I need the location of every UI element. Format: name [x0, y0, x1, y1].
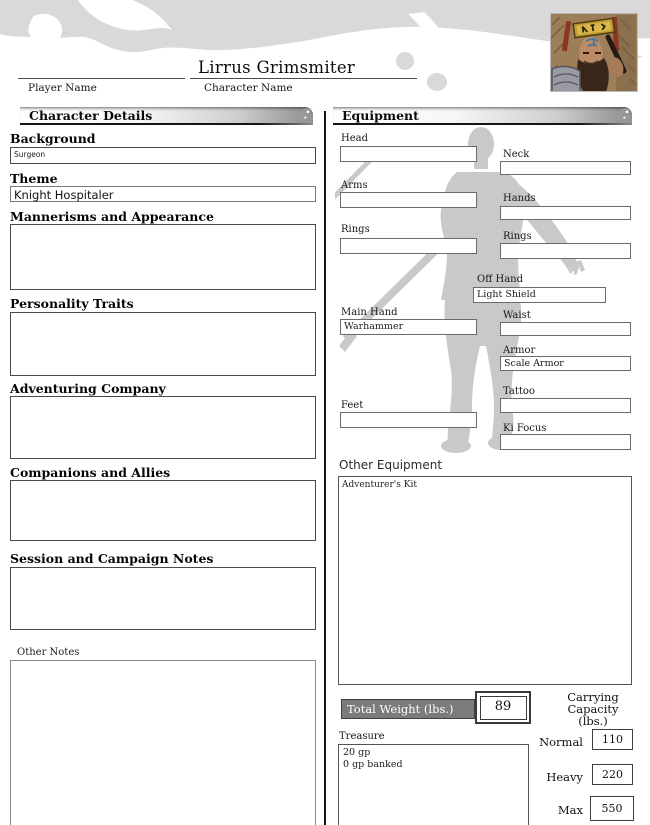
other-notes-value	[11, 661, 315, 663]
capacity-max-value: 550	[601, 802, 623, 815]
equipment-section-header	[333, 107, 632, 123]
character-portrait	[550, 13, 638, 92]
off-hand-slot-field[interactable]	[473, 287, 606, 303]
ki-focus-slot-label: Ki Focus	[503, 423, 547, 434]
mannerisms-label: Mannerisms and Appearance	[10, 209, 315, 226]
waist-slot-label: Waist	[503, 310, 531, 321]
neck-slot-label: Neck	[503, 149, 530, 160]
arms-slot-label: Arms	[341, 180, 368, 191]
personality-traits-field[interactable]	[10, 312, 316, 376]
waist-slot-field[interactable]	[500, 322, 631, 336]
total-weight-label: Total Weight (lbs.)	[347, 702, 454, 716]
capacity-normal-field[interactable]	[592, 729, 633, 750]
capacity-max-label: Max	[557, 803, 583, 817]
character-details-title: Character Details	[29, 108, 153, 123]
other-equipment-value: Adventurer's Kit	[342, 480, 417, 490]
main-hand-slot-field[interactable]	[340, 319, 477, 335]
capacity-max-field[interactable]	[590, 796, 634, 821]
treasure-line-2: 0 gp banked	[343, 759, 403, 770]
ki-focus-slot-field[interactable]	[500, 434, 631, 450]
other-notes-field[interactable]	[10, 660, 316, 825]
session-campaign-notes-value	[11, 568, 315, 570]
character-details-section-header	[20, 107, 313, 123]
main-hand-slot-label: Main Hand	[341, 307, 398, 318]
character-name-value: Lirrus Grimsmiter	[198, 58, 356, 77]
capacity-normal-value: 110	[602, 733, 623, 746]
character-details-underline	[20, 123, 313, 125]
personality-traits-label: Personality Traits	[10, 296, 315, 313]
player-name-line[interactable]	[18, 78, 185, 79]
off-hand-slot-label: Off Hand	[477, 274, 524, 285]
adventuring-company-value	[11, 397, 315, 399]
rings-right-slot-field[interactable]	[500, 243, 631, 259]
other-equipment-label: Other Equipment	[339, 458, 443, 472]
armor-slot-value: Scale Armor	[504, 358, 564, 369]
theme-field[interactable]	[10, 186, 316, 202]
character-name-line[interactable]	[190, 78, 417, 79]
total-weight-bar	[341, 699, 475, 719]
feet-slot-label: Feet	[341, 400, 364, 411]
column-divider	[324, 111, 326, 825]
section-curl-icon	[615, 107, 631, 122]
hands-slot-label: Hands	[503, 193, 536, 204]
other-equipment-field[interactable]	[338, 476, 632, 685]
equipment-title: Equipment	[342, 108, 419, 123]
hands-slot-field[interactable]	[500, 206, 631, 220]
personality-traits-value	[11, 313, 315, 315]
character-name-label: Character Name	[204, 82, 293, 94]
mannerisms-value	[11, 225, 315, 227]
carrying-capacity-label: Carrying Capacity	[567, 690, 619, 716]
main-hand-slot-value: Warhammer	[344, 321, 404, 332]
rings-right-slot-label: Rings	[503, 231, 532, 242]
head-slot-field[interactable]	[340, 146, 477, 162]
background-field[interactable]	[10, 147, 316, 164]
treasure-line-1: 20 gp	[343, 747, 371, 758]
treasure-label: Treasure	[339, 731, 385, 742]
theme-label: Theme	[10, 171, 315, 188]
rings-left-slot-label: Rings	[341, 224, 370, 235]
theme-value: Knight Hospitaler	[14, 188, 114, 202]
carrying-capacity-header	[541, 691, 645, 727]
companions-allies-field[interactable]	[10, 480, 316, 541]
background-label: Background	[10, 131, 315, 148]
capacity-heavy-field[interactable]	[592, 764, 633, 785]
head-slot-label: Head	[341, 133, 369, 144]
armor-slot-field[interactable]	[500, 356, 631, 371]
capacity-heavy-label: Heavy	[546, 770, 583, 784]
other-notes-label: Other Notes	[17, 647, 80, 658]
off-hand-slot-value: Light Shield	[477, 289, 536, 300]
armor-slot-label: Armor	[503, 345, 536, 356]
feet-slot-field[interactable]	[340, 412, 477, 428]
capacity-normal-label: Normal	[539, 735, 583, 749]
adventuring-company-label: Adventuring Company	[10, 381, 315, 398]
player-name-label: Player Name	[28, 82, 97, 94]
adventuring-company-field[interactable]	[10, 396, 316, 459]
tattoo-slot-label: Tattoo	[503, 386, 535, 397]
tattoo-slot-field[interactable]	[500, 398, 631, 413]
session-campaign-notes-label: Session and Campaign Notes	[10, 551, 315, 568]
arms-slot-field[interactable]	[340, 192, 477, 208]
capacity-heavy-value: 220	[602, 768, 623, 781]
treasure-field[interactable]	[338, 744, 529, 825]
session-campaign-notes-field[interactable]	[10, 567, 316, 630]
rings-left-slot-field[interactable]	[340, 238, 477, 254]
mannerisms-field[interactable]	[10, 224, 316, 290]
carrying-capacity-unit: (lbs.)	[578, 714, 608, 728]
section-curl-icon	[296, 107, 312, 122]
neck-slot-field[interactable]	[500, 161, 631, 175]
companions-allies-value	[11, 481, 315, 483]
total-weight-value: 89	[480, 696, 527, 720]
companions-allies-label: Companions and Allies	[10, 465, 315, 482]
background-value: Surgeon	[14, 150, 46, 159]
total-weight-field[interactable]	[475, 691, 531, 724]
